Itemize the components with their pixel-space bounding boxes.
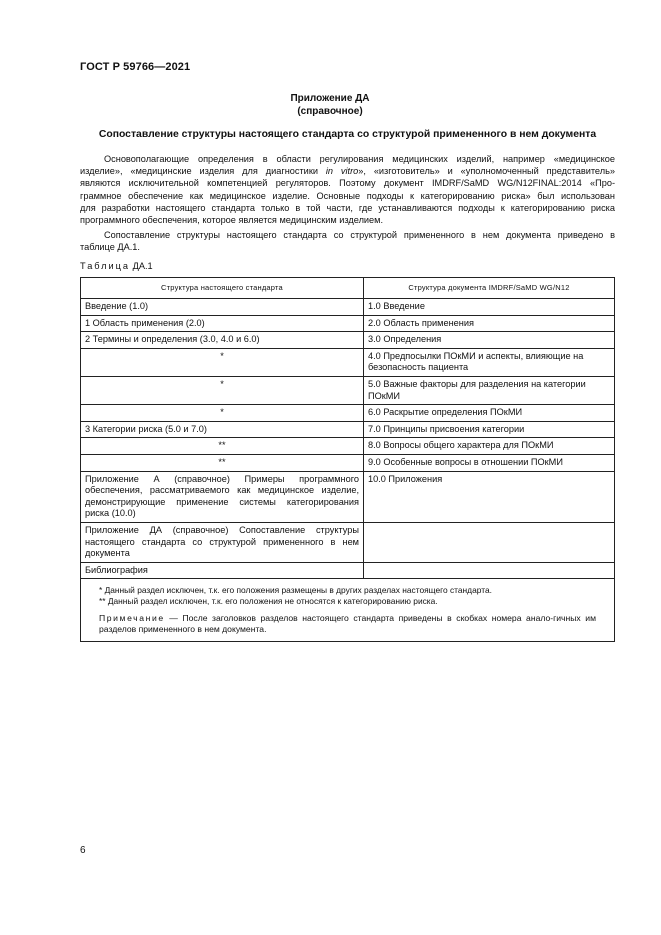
appendix-title-block <box>80 92 580 118</box>
row-left-cell: Библиография <box>81 562 364 579</box>
row-right-cell: 1.0 Введение <box>364 299 615 316</box>
paragraph-line-start: изделие», «медицинские изделия для диагностики <box>80 166 326 177</box>
paragraph-line <box>80 165 615 177</box>
row-left-cell: 3 Категории риска (5.0 и 7.0) <box>81 421 364 438</box>
structure-comparison-table <box>80 277 615 642</box>
row-right-cell: 2.0 Область применения <box>364 315 615 332</box>
paragraph-line: Основополагающие определения в области регулирования медицинских изделий, например «медицинское <box>104 154 615 164</box>
row-left-cell: ** <box>81 454 364 471</box>
appendix-subtitle: (справочное) <box>297 106 363 117</box>
row-left-cell: Приложение ДА (справочное) Сопоставление структуры настоящего стандарта со структурой примененного в нем документа <box>81 522 364 562</box>
table-row <box>81 454 615 471</box>
row-left-cell: 2 Термины и определения (3.0, 4.0 и 6.0) <box>81 332 364 349</box>
row-left-cell: 1 Область применения (2.0) <box>81 315 364 332</box>
row-right-cell: 6.0 Раскрытие определения ПОкМИ <box>364 405 615 422</box>
table-row <box>81 376 615 404</box>
in-vitro-term: in vitro <box>325 166 359 177</box>
row-right-cell: 3.0 Определения <box>364 332 615 349</box>
table-row <box>81 405 615 422</box>
row-right-cell: 10.0 Приложения <box>364 471 615 522</box>
table-header-row <box>81 278 615 299</box>
table-row <box>81 299 615 316</box>
table-note <box>99 613 596 635</box>
row-right-cell <box>364 562 615 579</box>
paragraph-line: для разработки настоящего стандарта только в той части, где устанавливаются подходы к категорированию риска <box>80 202 615 213</box>
footnote-double-star: ** Данный раздел исключен, т.к. его положения не относятся к категорированию риска. <box>99 596 438 607</box>
standard-code: ГОСТ Р 59766—2021 <box>80 61 191 73</box>
page-number: 6 <box>80 845 86 856</box>
appendix-heading: Сопоставление структуры настоящего стандарта со структурой примененного в нем документа <box>98 129 597 140</box>
row-left-cell: Введение (1.0) <box>81 299 364 316</box>
footnote-single-star: * Данный раздел исключен, т.к. его положения размещены в других разделах настоящего стандарта. <box>99 585 492 596</box>
row-right-cell <box>364 522 615 562</box>
table-row <box>81 522 615 562</box>
table-caption-number: ДА.1 <box>132 261 153 271</box>
paragraph-line-end: », «изготовитель» и «уполномоченный представитель» <box>358 166 615 177</box>
header-document-structure: Структура документа IMDRF/SaMD WG/N12 <box>364 278 615 299</box>
table-row <box>81 562 615 579</box>
row-left-cell: Приложение А (справочное) Примеры программного обеспечения, рассматриваемого как медицинское изделие, демонстрирующие применение системы категорирования риска (10.0) <box>81 471 364 522</box>
appendix-title: Приложение ДА <box>290 93 370 104</box>
row-left-cell: ** <box>81 438 364 455</box>
paragraph-comparison <box>80 229 615 253</box>
table-row <box>81 471 615 522</box>
table-row <box>81 421 615 438</box>
paragraph-line: программного обеспечения, которое является медицинским изделием. <box>80 215 384 226</box>
row-left-cell: * <box>81 405 364 422</box>
row-right-cell: 7.0 Принципы присвоения категории <box>364 421 615 438</box>
header-standard-structure: Структура настоящего стандарта <box>81 278 364 299</box>
paragraph-line: граммное обеспечение как медицинское изделие. Основные подходы к категорированию риска» был использован <box>80 190 615 201</box>
note-label: Примечание <box>99 613 165 624</box>
table-caption-prefix: Таблица <box>80 261 131 271</box>
row-right-cell: 4.0 Предпосылки ПОкМИ и аспекты, влияющие на безопасность пациента <box>364 348 615 376</box>
row-left-cell: * <box>81 376 364 404</box>
row-right-cell: 9.0 Особенные вопросы в отношении ПОкМИ <box>364 454 615 471</box>
paragraph-line: являются исключительной компетенцией регуляторов. Поэтому документ IMDRF/SaMD WG/N12FINAL:2014 «Про- <box>80 178 615 189</box>
table-row <box>81 332 615 349</box>
paragraph-line: Сопоставление структуры настоящего стандарта со структурой примененного в нем документа приведено в <box>104 230 615 240</box>
table-footnotes-cell <box>81 579 615 642</box>
table-footnote-row <box>81 579 615 642</box>
row-right-cell: 8.0 Вопросы общего характера для ПОкМИ <box>364 438 615 455</box>
note-text: — После заголовков разделов настоящего стандарта приведены в скобках номера анало-гичных им разделов примененного в нем документа. <box>99 613 596 635</box>
row-right-cell: 5.0 Важные факторы для разделения на категории ПОкМИ <box>364 376 615 404</box>
paragraph-basic-definitions <box>80 153 615 226</box>
table-row <box>81 348 615 376</box>
table-row <box>81 315 615 332</box>
table-row <box>81 438 615 455</box>
paragraph-line: таблице ДА.1. <box>80 242 140 253</box>
row-left-cell: * <box>81 348 364 376</box>
table-caption <box>80 261 153 271</box>
